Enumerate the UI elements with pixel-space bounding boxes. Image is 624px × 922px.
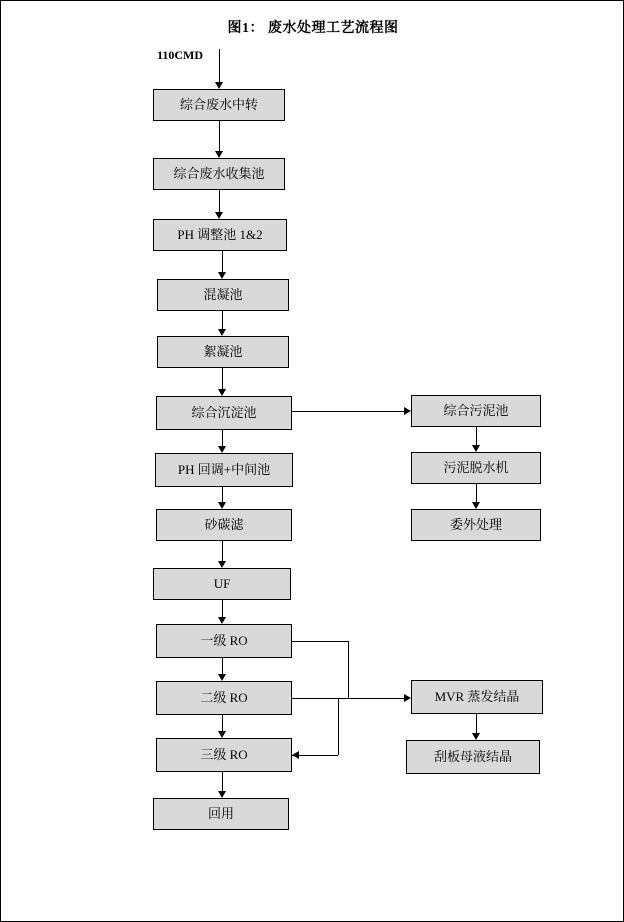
arrowhead-ro3-bus — [292, 751, 299, 759]
node-transfer[interactable]: 综合废水中转 — [153, 89, 285, 121]
connector-transfer-collection — [219, 121, 220, 151]
connector-ro2-bus — [292, 698, 404, 699]
connector-sand-uf — [222, 541, 223, 561]
connector-coagulation-flocculation — [222, 311, 223, 329]
node-sludge-pool[interactable]: 综合污泥池 — [411, 395, 541, 427]
connector-collection-ph — [219, 190, 220, 212]
arrowhead-sludge-pool — [404, 407, 411, 415]
node-uf[interactable]: UF — [153, 568, 291, 600]
node-ro3[interactable]: 三级 RO — [156, 738, 292, 772]
connector-phback-sand — [222, 487, 223, 502]
arrowhead-sand-carbon — [218, 502, 226, 509]
arrowhead-ph-back — [218, 446, 226, 453]
connector-mvr-scraper — [476, 714, 477, 733]
node-ph-adjust[interactable]: PH 调整池 1&2 — [153, 219, 287, 251]
node-ro1[interactable]: 一级 RO — [156, 624, 292, 658]
node-reuse[interactable]: 回用 — [153, 798, 289, 830]
node-dewater[interactable]: 污泥脱水机 — [411, 452, 541, 484]
arrowhead-coagulation — [218, 272, 226, 279]
node-outsourced[interactable]: 委外处理 — [411, 509, 541, 541]
arrowhead-dewater — [472, 445, 480, 452]
arrowhead-ph-adjust — [215, 212, 223, 219]
node-ph-back[interactable]: PH 回调+中间池 — [155, 453, 293, 487]
page-title: 图1： 废水处理工艺流程图 — [227, 21, 399, 36]
connector-uf-ro1 — [222, 600, 223, 617]
connector-inflow — [219, 49, 220, 82]
connector-sludge-dewater — [476, 427, 477, 445]
arrowhead-flocculation — [218, 329, 226, 336]
node-flocculation[interactable]: 絮凝池 — [157, 336, 289, 368]
connector-ph-coagulation — [222, 251, 223, 272]
node-sedimentation[interactable]: 综合沉淀池 — [156, 396, 292, 430]
arrowhead-ro3 — [218, 731, 226, 738]
arrowhead-ro1 — [218, 617, 226, 624]
arrowhead-sedimentation — [218, 389, 226, 396]
arrowhead-ro2 — [218, 674, 226, 681]
connector-ro3-reuse — [222, 772, 223, 791]
connector-sedimentation-sludge — [292, 411, 404, 412]
connector-flocculation-sedimentation — [222, 368, 223, 389]
node-scraper[interactable]: 刮板母液结晶 — [406, 740, 540, 774]
arrowhead-reuse — [218, 791, 226, 798]
connector-sedimentation-phback — [222, 430, 223, 446]
connector-ro1-bus — [292, 641, 348, 642]
arrowhead-outsourced — [472, 502, 480, 509]
arrowhead-collection — [215, 151, 223, 158]
node-ro2[interactable]: 二级 RO — [156, 681, 292, 715]
arrowhead-scraper — [472, 733, 480, 740]
node-mvr[interactable]: MVR 蒸发结晶 — [411, 680, 543, 714]
connector-bus-vertical-lower — [338, 698, 339, 755]
node-collection[interactable]: 综合废水收集池 — [153, 158, 285, 190]
connector-bus-vertical-upper — [348, 641, 349, 698]
connector-dewater-outsourced — [476, 484, 477, 502]
node-sand-carbon[interactable]: 砂碳滤 — [156, 509, 292, 541]
arrowhead-mvr — [404, 694, 411, 702]
arrowhead-uf — [218, 561, 226, 568]
connector-ro1-ro2 — [222, 658, 223, 674]
inflow-label: 110CMD — [157, 48, 203, 62]
node-coagulation[interactable]: 混凝池 — [157, 279, 289, 311]
arrowhead-inflow — [215, 82, 223, 89]
connector-ro2-ro3 — [222, 715, 223, 731]
